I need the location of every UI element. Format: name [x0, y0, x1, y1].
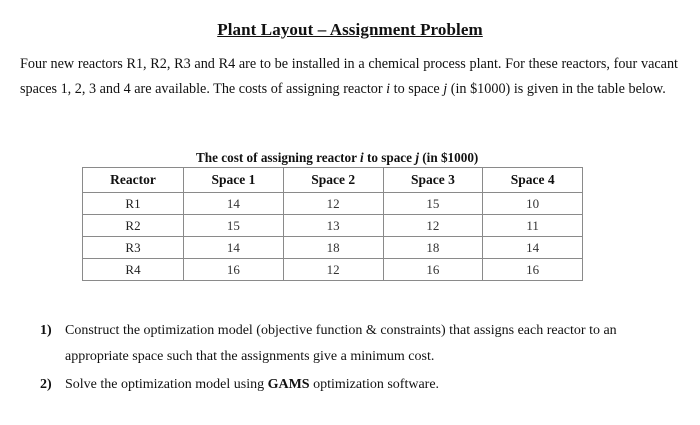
column-header-space-4: Space 4 — [483, 168, 583, 193]
task-text-part: Solve the optimization model using — [65, 377, 268, 392]
cost-cell: 15 — [383, 193, 483, 215]
intro-var-j: j — [443, 81, 448, 97]
caption-text-2: to space — [363, 150, 416, 165]
column-header-space-1: Space 1 — [184, 168, 284, 193]
intro-var-i: i — [386, 81, 391, 97]
cost-cell: 12 — [283, 193, 383, 215]
cost-cell: 16 — [383, 259, 483, 281]
cost-cell: 10 — [483, 193, 583, 215]
column-header-space-3: Space 3 — [383, 168, 483, 193]
table-row — [83, 193, 583, 215]
caption-text-3: (in $1000) — [418, 150, 479, 165]
cost-cell: 12 — [383, 215, 483, 237]
table-header-row — [83, 168, 583, 193]
cost-cell: 16 — [483, 259, 583, 281]
table-row — [83, 237, 583, 259]
cost-cell: 11 — [483, 215, 583, 237]
column-header-reactor: Reactor — [83, 168, 184, 193]
cost-cell: 14 — [184, 237, 284, 259]
task-text: Construct the optimization model (objective function & constraints) that assigns each reactor to an appropriate space such that the assignments give a minimum cost. — [65, 323, 617, 364]
intro-text-3: (in $1000) is given in the table below. — [447, 81, 666, 97]
intro-text-1: Four new reactors R1, R2, R3 and R4 are to be installed in a chemical process plant. For these reactors, four vacant spaces 1, 2, 3 and 4 are available. The costs of assigning reactor — [20, 56, 678, 97]
cost-cell: 18 — [383, 237, 483, 259]
page-title: Plant Layout – Assignment Problem — [217, 20, 483, 39]
task-item-2 — [40, 372, 680, 398]
cost-table — [82, 167, 583, 281]
software-name: GAMS — [267, 377, 310, 392]
intro-paragraph — [20, 52, 678, 102]
intro-text-2: to space — [390, 81, 444, 97]
task-text — [65, 377, 439, 392]
reactor-cell: R2 — [83, 215, 184, 237]
cost-cell: 15 — [184, 215, 284, 237]
caption-var-j: j — [415, 150, 419, 165]
cost-cell: 16 — [184, 259, 284, 281]
cost-cell: 13 — [283, 215, 383, 237]
task-number: 2) — [40, 377, 52, 392]
table-row — [83, 259, 583, 281]
task-text-part: optimization software. — [309, 377, 440, 392]
task-item-1 — [40, 318, 680, 370]
cost-cell: 18 — [283, 237, 383, 259]
table-row — [83, 215, 583, 237]
caption-var-i: i — [359, 150, 364, 165]
cost-cell: 14 — [184, 193, 284, 215]
caption-text-1: The cost of assigning reactor — [196, 150, 360, 165]
table-caption — [196, 150, 478, 166]
reactor-cell: R4 — [83, 259, 184, 281]
reactor-cell: R3 — [83, 237, 184, 259]
task-number: 1) — [40, 323, 52, 338]
cost-cell: 12 — [283, 259, 383, 281]
column-header-space-2: Space 2 — [283, 168, 383, 193]
cost-cell: 14 — [483, 237, 583, 259]
reactor-cell: R1 — [83, 193, 184, 215]
task-list — [40, 318, 680, 400]
